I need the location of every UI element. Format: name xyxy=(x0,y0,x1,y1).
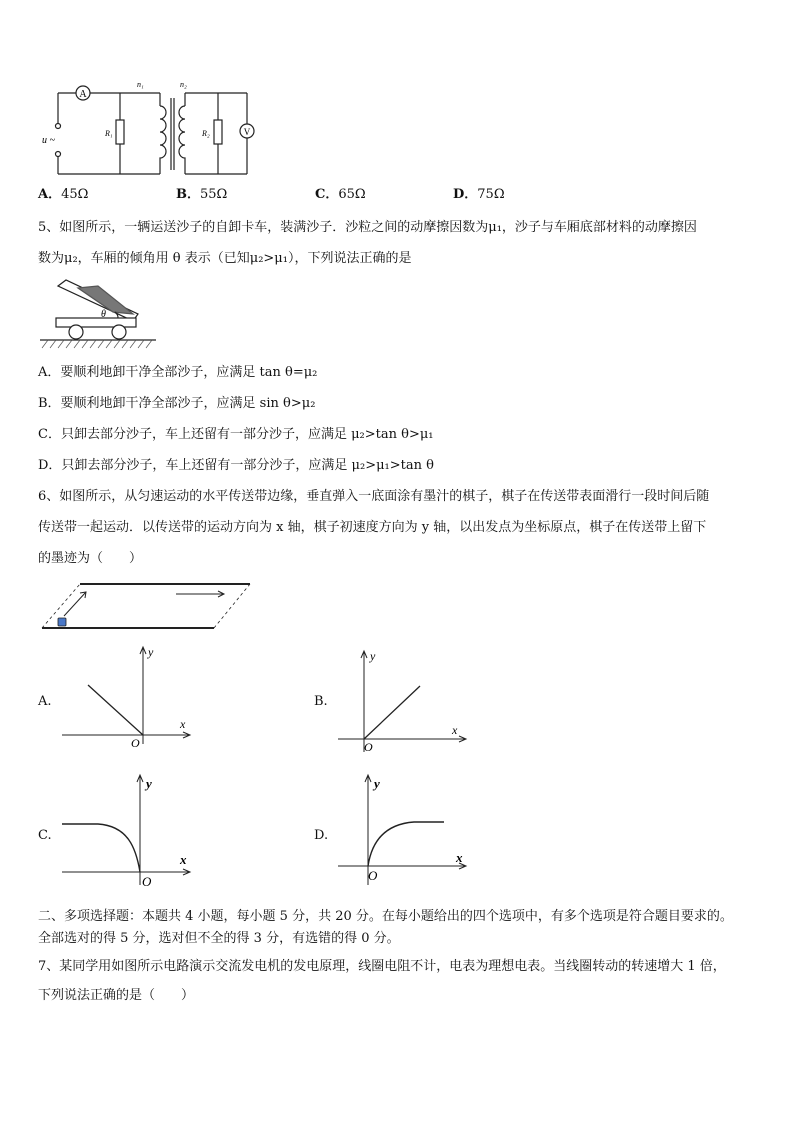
option-letter: C． xyxy=(315,187,339,202)
option-text: 45Ω xyxy=(61,187,89,202)
ammeter-label: A xyxy=(79,89,87,100)
option-letter: D． xyxy=(453,187,478,202)
theta-label: θ xyxy=(101,309,106,320)
axis-y-label: y xyxy=(370,649,376,663)
q4-option-a xyxy=(38,186,88,204)
graph-a-label: A. xyxy=(38,694,52,709)
graph-b xyxy=(334,644,484,756)
n2-label: n₂ xyxy=(180,80,187,89)
conveyor-belt-diagram xyxy=(38,578,258,634)
n1-label: n₁ xyxy=(137,80,144,89)
option-letter: A． xyxy=(38,187,62,202)
q5-option-b: B．要顺利地卸干净全部沙子，应满足 sin θ>μ₂ xyxy=(38,396,316,411)
q4-option-d xyxy=(453,186,505,204)
option-text: 55Ω xyxy=(200,187,228,202)
graph-a xyxy=(58,640,208,752)
q5-stem-line2: 数为μ₂，车厢的倾角用 θ 表示（已知μ₂>μ₁），下列说法正确的是 xyxy=(38,251,412,266)
option-text: 75Ω xyxy=(477,187,505,202)
axis-x-label: x xyxy=(456,850,463,865)
q6-stem-line1: 6、如图所示，从匀速运动的水平传送带边缘，垂直弹入一底面涂有墨汁的棋子，棋子在传送带表面滑行一段时间后随 xyxy=(38,489,710,504)
axis-y-label: y xyxy=(146,776,152,791)
q4-option-c xyxy=(315,186,366,204)
axis-y-label: y xyxy=(148,645,154,659)
section2-instructions-line1: 二、多项选择题：本题共 4 小题，每小题 5 分，共 20 分。在每小题给出的四个选项中，有多个选项是符合题目要求的。 xyxy=(38,909,733,924)
graph-b-label: B. xyxy=(314,694,328,709)
graph-d-label: D. xyxy=(314,828,329,843)
r2-label: R₂ xyxy=(202,129,210,138)
transformer-circuit-diagram xyxy=(40,76,260,182)
q4-option-b xyxy=(176,186,227,204)
option-text: 65Ω xyxy=(338,187,366,202)
q5-option-d: D．只卸去部分沙子，车上还留有一部分沙子，应满足 μ₂>μ₁>tan θ xyxy=(38,458,434,473)
r1-label: R₁ xyxy=(105,129,113,138)
axis-x-label: x xyxy=(180,717,186,731)
voltmeter-label: V xyxy=(243,127,251,137)
graph-d xyxy=(334,770,484,890)
origin-label: O xyxy=(364,740,373,754)
source-label: u ~ xyxy=(42,135,55,146)
origin-label: O xyxy=(368,868,378,883)
q7-stem-line1: 7、某同学用如图所示电路演示交流发电机的发电原理，线圈电阻不计，电表为理想电表。当线圈转动的转速增大 1 倍， xyxy=(38,959,726,974)
origin-label: O xyxy=(142,874,152,889)
axis-x-label: x xyxy=(180,852,187,867)
section2-instructions-line2: 全部选对的得 5 分，选对但不全的得 3 分，有选错的得 0 分。 xyxy=(38,931,400,946)
q5-stem-line1: 5、如图所示，一辆运送沙子的自卸卡车，装满沙子．沙粒之间的动摩擦因数为μ₁，沙子与车厢底部材料的动摩擦因 xyxy=(38,220,697,235)
option-letter: B． xyxy=(176,187,200,202)
dump-truck-diagram xyxy=(38,278,158,350)
q5-option-a: A．要顺利地卸干净全部沙子，应满足 tan θ=μ₂ xyxy=(38,365,318,380)
axis-x-label: x xyxy=(452,723,458,737)
axis-y-label: y xyxy=(374,776,380,791)
q5-option-c: C．只卸去部分沙子，车上还留有一部分沙子，应满足 μ₂>tan θ>μ₁ xyxy=(38,427,434,442)
origin-label: O xyxy=(131,736,140,750)
q6-stem-line3: 的墨迹为（ ） xyxy=(38,551,143,566)
q7-stem-line2: 下列说法正确的是（ ） xyxy=(38,988,195,1003)
graph-c-label: C. xyxy=(38,828,52,843)
graph-c xyxy=(58,770,208,890)
q6-stem-line2: 传送带一起运动．以传送带的运动方向为 x 轴，棋子初速度方向为 y 轴，以出发点为坐标原点，棋子在传送带上留下 xyxy=(38,520,707,535)
